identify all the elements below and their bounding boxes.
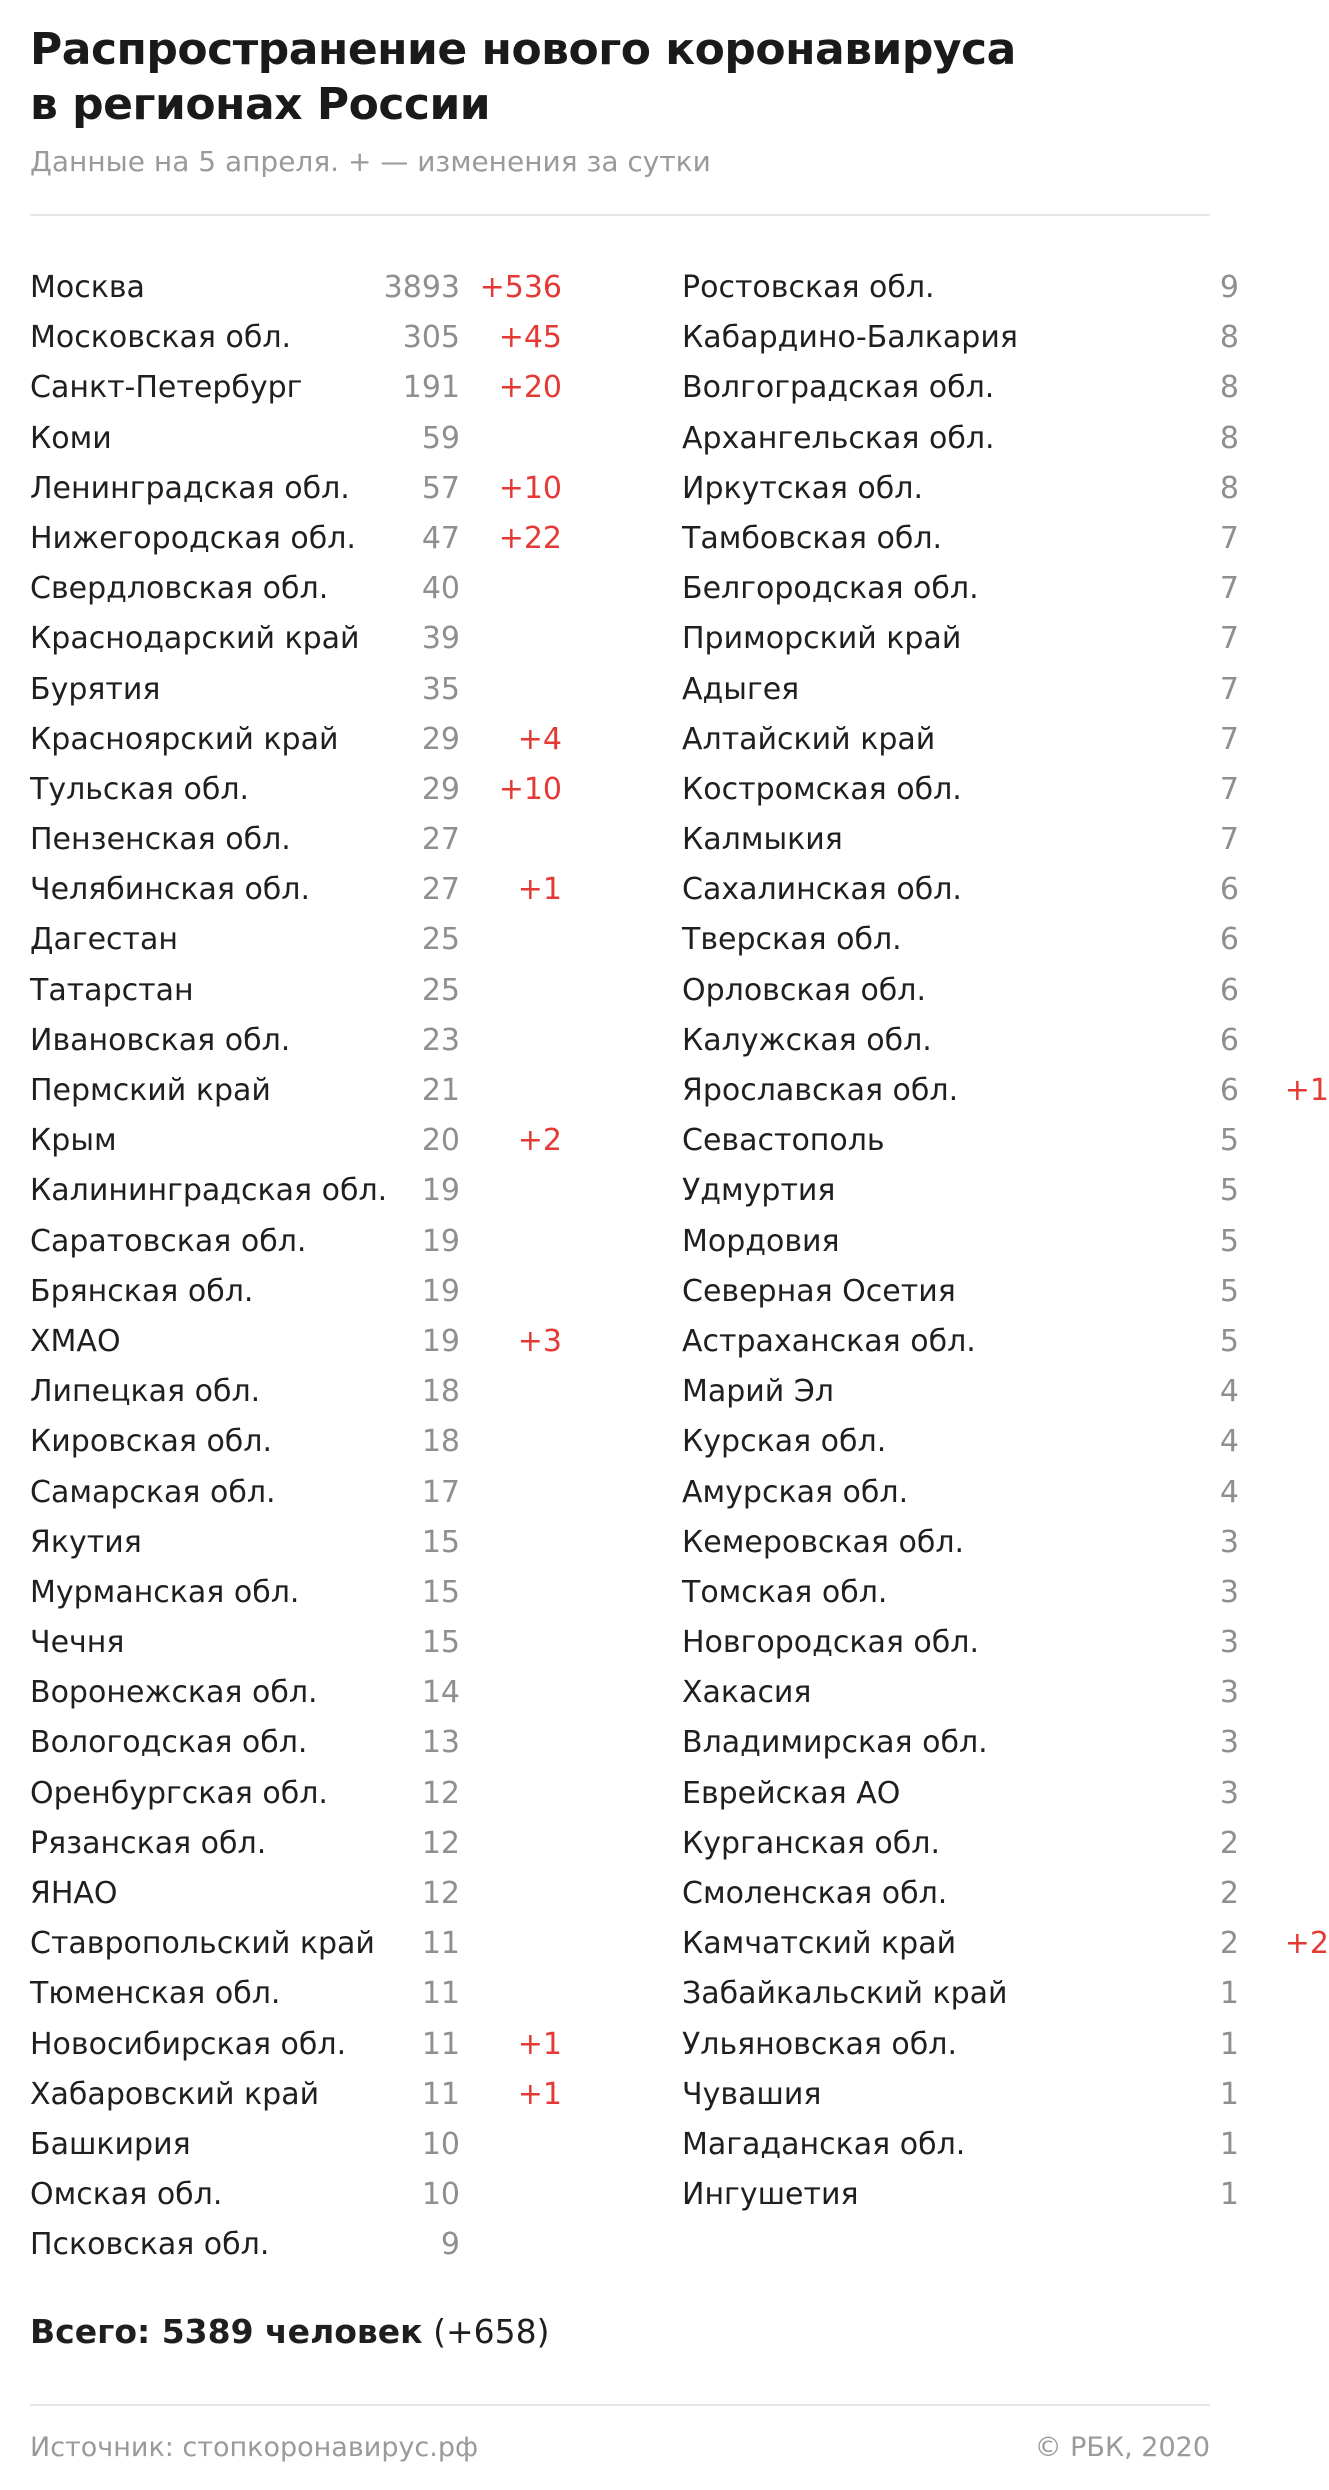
case-count: 21 [421,1073,460,1108]
region-row [30,1874,590,1924]
region-row [682,1473,1242,1523]
region-name: Кабардино-Балкария [682,320,1018,356]
region-name: Новосибирская обл. [30,2026,347,2062]
region-row [30,2225,590,2275]
region-name: Оренбургская обл. [30,1775,328,1811]
case-count: 5 [1219,1273,1239,1309]
region-row [30,1372,590,1422]
case-count: 19 [421,1273,460,1309]
region-name: Владимирская обл. [682,1725,988,1761]
region-row [30,1924,590,1974]
daily-change: +1 [517,2026,562,2062]
region-row [682,519,1242,569]
region-name: Москва [30,270,145,305]
case-count: 12 [421,1876,460,1911]
region-row [30,1623,590,1673]
region-row [30,670,590,720]
case-count: 10 [421,2126,460,2162]
region-row [682,1774,1242,1824]
region-row [682,619,1242,669]
region-name: Новгородская обл. [682,1625,979,1661]
daily-change: +10 [498,470,562,506]
region-row [682,1272,1242,1322]
case-count: 39 [421,621,460,657]
region-name: Ярославская обл. [682,1073,959,1108]
daily-change: +2 [1284,1926,1329,1962]
region-name: Севастополь [682,1123,885,1159]
region-row [682,1222,1242,1272]
region-name: Ивановская обл. [30,1022,291,1058]
region-name: ХМАО [30,1323,121,1359]
region-name: Воронежская обл. [30,1675,318,1711]
case-count: 27 [421,822,460,858]
region-name: Ленинградская обл. [30,470,350,506]
case-count: 6 [1219,872,1239,908]
region-row [30,820,590,870]
case-count: 8 [1219,420,1239,456]
region-row [30,1021,590,1071]
case-count: 19 [421,1323,460,1359]
case-count: 4 [1219,1374,1239,1410]
region-name: Ульяновская обл. [682,2026,957,2062]
top-divider [30,214,1210,216]
daily-change: +22 [498,520,562,556]
region-name: Крым [30,1123,117,1159]
case-count: 11 [421,2076,460,2112]
region-row [682,1372,1242,1422]
region-row [30,1422,590,1472]
case-count: 9 [1219,270,1239,305]
region-row [30,1774,590,1824]
case-count: 8 [1219,470,1239,506]
region-row [682,2175,1242,2225]
case-count: 7 [1219,822,1239,858]
daily-change: +20 [498,370,562,406]
case-count: 1 [1219,2177,1239,2213]
region-row [682,1021,1242,1071]
region-row [682,920,1242,970]
case-count: 11 [421,1926,460,1962]
region-name: Самарская обл. [30,1474,276,1510]
daily-change: +2 [517,1123,562,1159]
region-row [682,318,1242,368]
region-row [682,1673,1242,1723]
region-name: ЯНАО [30,1876,118,1911]
total-change: (+658) [422,2312,550,2351]
region-row [682,1071,1329,1121]
region-row [682,1824,1242,1874]
region-row [682,2125,1242,2175]
case-count: 4 [1219,1424,1239,1460]
case-count: 7 [1219,621,1239,657]
region-row [682,368,1242,418]
region-name: Камчатский край [682,1926,957,1962]
region-row [682,419,1242,469]
region-row [682,1974,1242,2024]
region-name: Белгородская обл. [682,571,979,607]
case-count: 5 [1219,1173,1239,1209]
case-count: 19 [421,1223,460,1259]
daily-change: +1 [1284,1073,1329,1108]
region-name: Марий Эл [682,1374,834,1410]
right-region-column [682,268,1329,2225]
region-name: Тульская обл. [30,771,250,807]
total-line [30,2311,549,2353]
region-row [682,1171,1242,1221]
region-row [30,1322,590,1372]
source-credit: Источник: стопкоронавирус.рф [30,2432,479,2463]
region-row [682,1121,1242,1171]
region-name: Калужская обл. [682,1022,932,1058]
region-row [682,1874,1242,1924]
region-name: Хабаровский край [30,2076,320,2112]
total-count: Всего: 5389 человек [30,2312,423,2351]
case-count: 6 [1219,922,1239,958]
region-name: Свердловская обл. [30,571,329,607]
case-count: 7 [1219,721,1239,757]
region-row [30,469,590,519]
region-row [30,2075,590,2125]
case-count: 3 [1219,1725,1239,1761]
region-name: Северная Осетия [682,1273,956,1309]
region-row [30,1272,590,1322]
region-row [30,419,590,469]
region-name: Мурманская обл. [30,1574,300,1610]
case-count: 17 [421,1474,460,1510]
case-count: 7 [1219,571,1239,607]
region-name: Якутия [30,1524,142,1560]
case-count: 15 [421,1524,460,1560]
region-name: Пензенская обл. [30,822,291,858]
region-name: Удмуртия [682,1173,836,1209]
case-count: 3 [1219,1775,1239,1811]
region-row [30,1222,590,1272]
region-row [30,619,590,669]
region-name: Омская обл. [30,2177,223,2213]
region-row [682,268,1242,318]
region-row [30,1573,590,1623]
region-row [30,2025,590,2075]
region-row [30,1723,590,1773]
case-count: 191 [402,370,460,406]
daily-change: +45 [498,320,562,356]
case-count: 59 [421,420,460,456]
region-name: Тверская обл. [682,922,902,958]
case-count: 8 [1219,370,1239,406]
region-name: Чечня [30,1625,125,1661]
region-name: Псковская обл. [30,2227,270,2263]
region-name: Краснодарский край [30,621,360,657]
region-name: Архангельская обл. [682,420,995,456]
case-count: 3 [1219,1574,1239,1610]
page-title [30,22,1210,132]
region-row [30,1523,590,1573]
region-row [682,1422,1242,1472]
region-name: Бурятия [30,671,161,707]
region-name: Ростовская обл. [682,270,935,305]
case-count: 9 [440,2227,460,2263]
region-name: Дагестан [30,922,179,958]
region-row [682,2025,1242,2075]
region-row [30,1974,590,2024]
region-row [682,1573,1242,1623]
region-name: Калининградская обл. [30,1173,388,1209]
region-row [682,1523,1242,1573]
case-count: 35 [421,671,460,707]
case-count: 6 [1219,1022,1239,1058]
region-name: Алтайский край [682,721,936,757]
region-row [30,318,590,368]
region-name: Костромская обл. [682,771,962,807]
region-name: Астраханская обл. [682,1323,976,1359]
region-row [30,971,590,1021]
case-count: 1 [1219,2126,1239,2162]
region-name: Пермский край [30,1073,271,1108]
region-name: Магаданская обл. [682,2126,966,2162]
case-count: 1 [1219,1976,1239,2012]
case-count: 11 [421,1976,460,2012]
region-name: Нижегородская обл. [30,520,356,556]
region-name: Орловская обл. [682,972,927,1008]
case-count: 6 [1219,1073,1239,1108]
case-count: 3 [1219,1675,1239,1711]
case-count: 7 [1219,771,1239,807]
case-count: 14 [421,1675,460,1711]
region-row [682,469,1242,519]
case-count: 4 [1219,1474,1239,1510]
region-row [682,820,1242,870]
title-line-1: Распространение нового коронавируса [30,24,1016,75]
region-row [30,1673,590,1723]
region-name: Калмыкия [682,822,843,858]
region-name: Чувашия [682,2076,822,2112]
title-line-2: в регионах России [30,79,491,130]
region-row [30,519,590,569]
region-name: Брянская обл. [30,1273,254,1309]
region-row [30,2175,590,2225]
region-name: Курская обл. [682,1424,887,1460]
region-name: Еврейская АО [682,1775,901,1811]
case-count: 5 [1219,1223,1239,1259]
daily-change: +10 [498,771,562,807]
region-row [30,1473,590,1523]
region-row [682,670,1242,720]
case-count: 7 [1219,671,1239,707]
region-name: Мордовия [682,1223,840,1259]
case-count: 3 [1219,1625,1239,1661]
case-count: 3 [1219,1524,1239,1560]
region-row [30,2125,590,2175]
region-name: Кировская обл. [30,1424,273,1460]
region-name: Саратовская обл. [30,1223,307,1259]
region-name: Иркутская обл. [682,470,923,506]
region-name: Красноярский край [30,721,339,757]
case-count: 47 [421,520,460,556]
region-row [682,1723,1242,1773]
case-count: 29 [421,771,460,807]
region-row [30,368,590,418]
region-name: Волгоградская обл. [682,370,995,406]
region-name: Татарстан [30,972,194,1008]
case-count: 27 [421,872,460,908]
case-count: 25 [421,972,460,1008]
case-count: 8 [1219,320,1239,356]
region-name: Ингушетия [682,2177,859,2213]
case-count: 3893 [383,270,460,305]
region-name: Вологодская обл. [30,1725,308,1761]
region-name: Челябинская обл. [30,872,311,908]
case-count: 15 [421,1574,460,1610]
case-count: 20 [421,1123,460,1159]
daily-change: +1 [517,872,562,908]
region-name: Томская обл. [682,1574,888,1610]
region-name: Московская обл. [30,320,292,356]
region-row [682,1322,1242,1372]
daily-change: +4 [517,721,562,757]
region-name: Курганская обл. [682,1825,941,1861]
region-row [30,920,590,970]
case-count: 5 [1219,1323,1239,1359]
region-row [30,720,590,770]
daily-change: +536 [479,270,562,305]
case-count: 12 [421,1775,460,1811]
case-count: 2 [1219,1825,1239,1861]
region-row [30,569,590,619]
case-count: 19 [421,1173,460,1209]
case-count: 18 [421,1424,460,1460]
case-count: 5 [1219,1123,1239,1159]
region-name: Башкирия [30,2126,191,2162]
left-region-column [30,268,590,2276]
region-row [682,2075,1242,2125]
case-count: 7 [1219,520,1239,556]
case-count: 1 [1219,2076,1239,2112]
region-row [30,1171,590,1221]
case-count: 40 [421,571,460,607]
daily-change: +1 [517,2076,562,2112]
region-row [30,1824,590,1874]
region-row [682,870,1242,920]
region-name: Ставропольский край [30,1926,375,1962]
region-name: Липецкая обл. [30,1374,261,1410]
case-count: 1 [1219,2026,1239,2062]
case-count: 12 [421,1825,460,1861]
case-count: 25 [421,922,460,958]
region-row [682,569,1242,619]
region-name: Приморский край [682,621,962,657]
region-name: Тамбовская обл. [682,520,943,556]
region-name: Забайкальский край [682,1976,1008,2012]
region-row [682,971,1242,1021]
region-name: Смоленская обл. [682,1876,948,1911]
case-count: 29 [421,721,460,757]
copyright: © РБК, 2020 [1034,2432,1210,2463]
case-count: 305 [402,320,460,356]
region-row [682,1924,1329,1974]
region-row [682,720,1242,770]
region-name: Адыгея [682,671,800,707]
region-row [30,1071,590,1121]
region-name: Амурская обл. [682,1474,909,1510]
region-name: Санкт-Петербург [30,370,303,406]
region-row [682,770,1242,820]
subtitle: Данные на 5 апреля. + — изменения за сутки [30,145,711,178]
case-count: 18 [421,1374,460,1410]
case-count: 15 [421,1625,460,1661]
case-count: 10 [421,2177,460,2213]
region-row [30,870,590,920]
region-row [30,268,590,318]
case-count: 6 [1219,972,1239,1008]
case-count: 2 [1219,1876,1239,1911]
region-name: Коми [30,420,112,456]
case-count: 23 [421,1022,460,1058]
bottom-divider [30,2404,1210,2406]
region-row [30,770,590,820]
region-row [682,1623,1242,1673]
case-count: 13 [421,1725,460,1761]
daily-change: +3 [517,1323,562,1359]
case-count: 11 [421,2026,460,2062]
case-count: 2 [1219,1926,1239,1962]
region-name: Кемеровская обл. [682,1524,965,1560]
region-row [30,1121,590,1171]
region-name: Сахалинская обл. [682,872,962,908]
case-count: 57 [421,470,460,506]
region-name: Хакасия [682,1675,812,1711]
region-name: Рязанская обл. [30,1825,267,1861]
region-name: Тюменская обл. [30,1976,281,2012]
